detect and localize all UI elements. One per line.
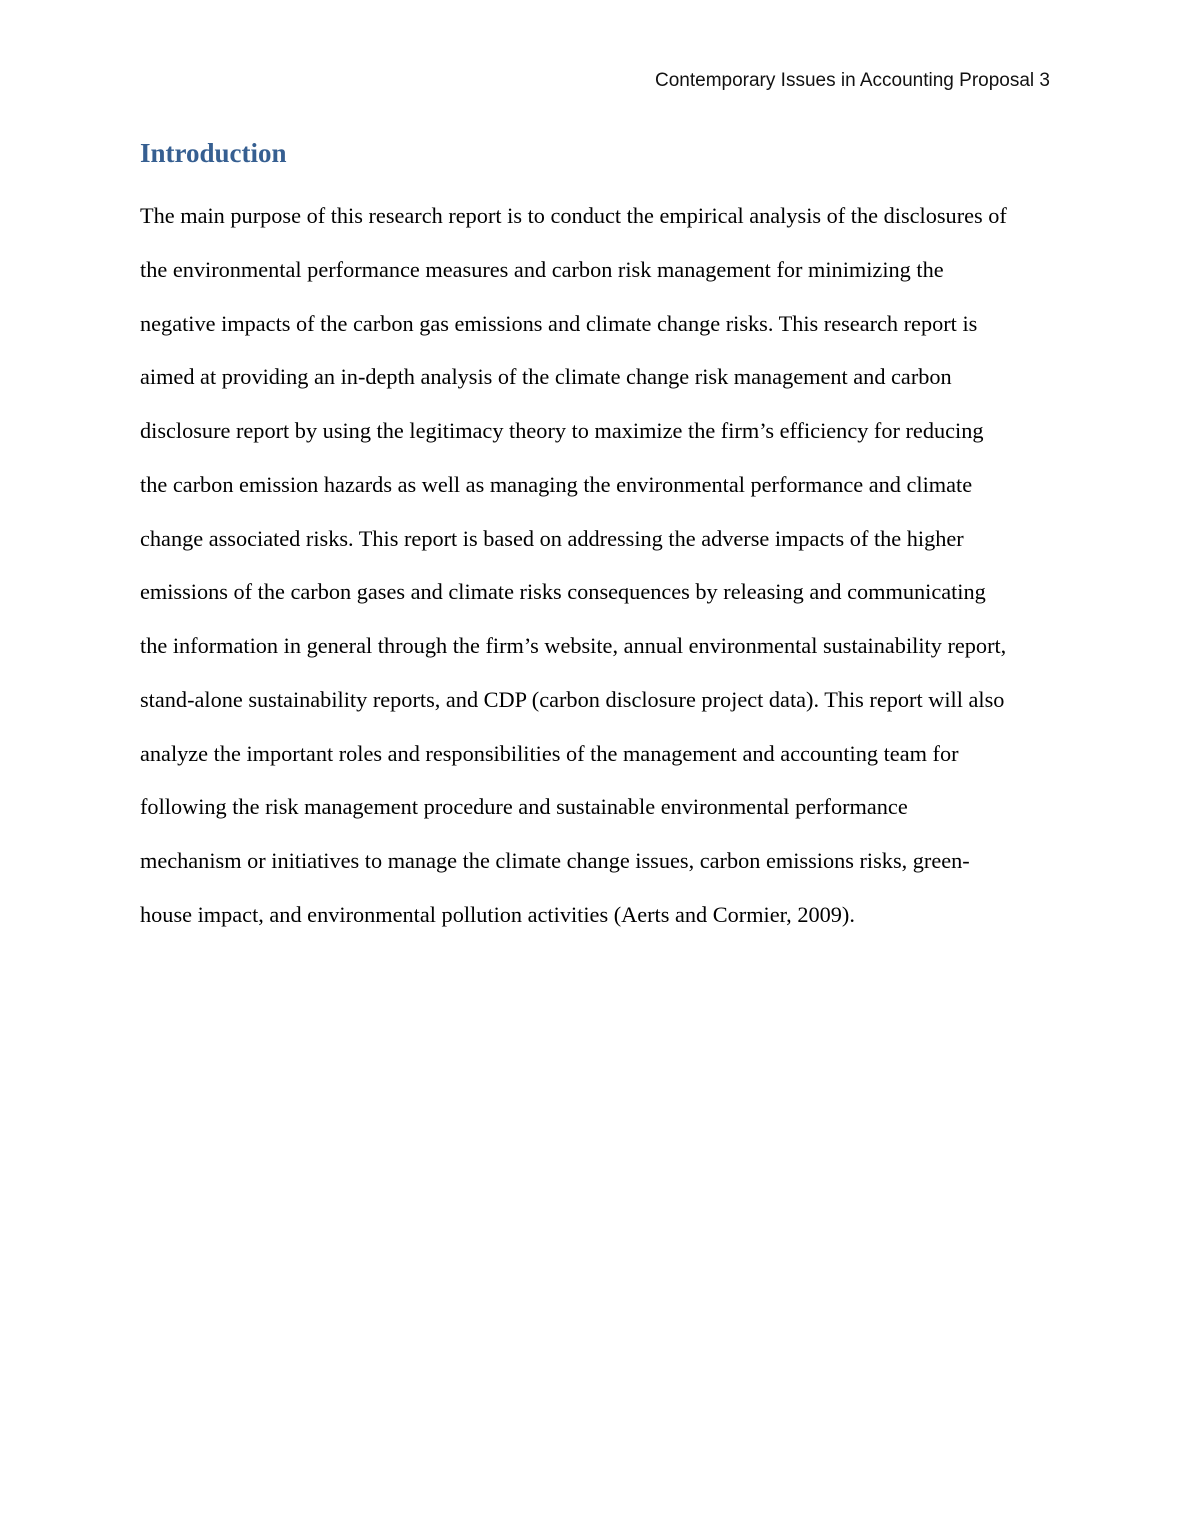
running-header: Contemporary Issues in Accounting Proposal 3	[655, 70, 1050, 91]
paragraph-line: the environmental performance measures and carbon risk management for minimizing the	[140, 256, 944, 282]
paragraph-line: stand-alone sustainability reports, and CDP (carbon disclosure project data). This report will also	[140, 686, 1005, 712]
paragraph-line: the carbon emission hazards as well as managing the environmental performance and climate	[140, 471, 973, 497]
paragraph-line: aimed at providing an in-depth analysis of the climate change risk management and carbon	[140, 364, 952, 390]
paragraph-line: disclosure report by using the legitimacy theory to maximize the firm’s efficiency for reducing	[140, 418, 984, 443]
paragraph-line: mechanism or initiatives to manage the climate change issues, carbon emissions risks, green-	[140, 848, 970, 873]
paragraph-line: house impact, and environmental pollution activities (Aerts and Cormier, 2009).	[140, 901, 855, 927]
paragraph-line: the information in general through the firm’s website, annual environmental sustainability report,	[140, 633, 1007, 658]
body-paragraph	[140, 198, 1060, 951]
section-heading: Introduction	[140, 138, 287, 168]
paragraph-line: following the risk management procedure and sustainable environmental performance	[140, 794, 908, 820]
paragraph-line: analyze the important roles and responsibilities of the management and accounting team for	[140, 740, 959, 766]
paragraph-line: negative impacts of the carbon gas emissions and climate change risks. This research report is	[140, 310, 978, 336]
paragraph-line: change associated risks. This report is based on addressing the adverse impacts of the higher	[140, 525, 964, 551]
paragraph-line: The main purpose of this research report is to conduct the empirical analysis of the disclosures of	[140, 203, 1007, 228]
paragraph-line: emissions of the carbon gases and climate risks consequences by releasing and communicating	[140, 579, 986, 605]
